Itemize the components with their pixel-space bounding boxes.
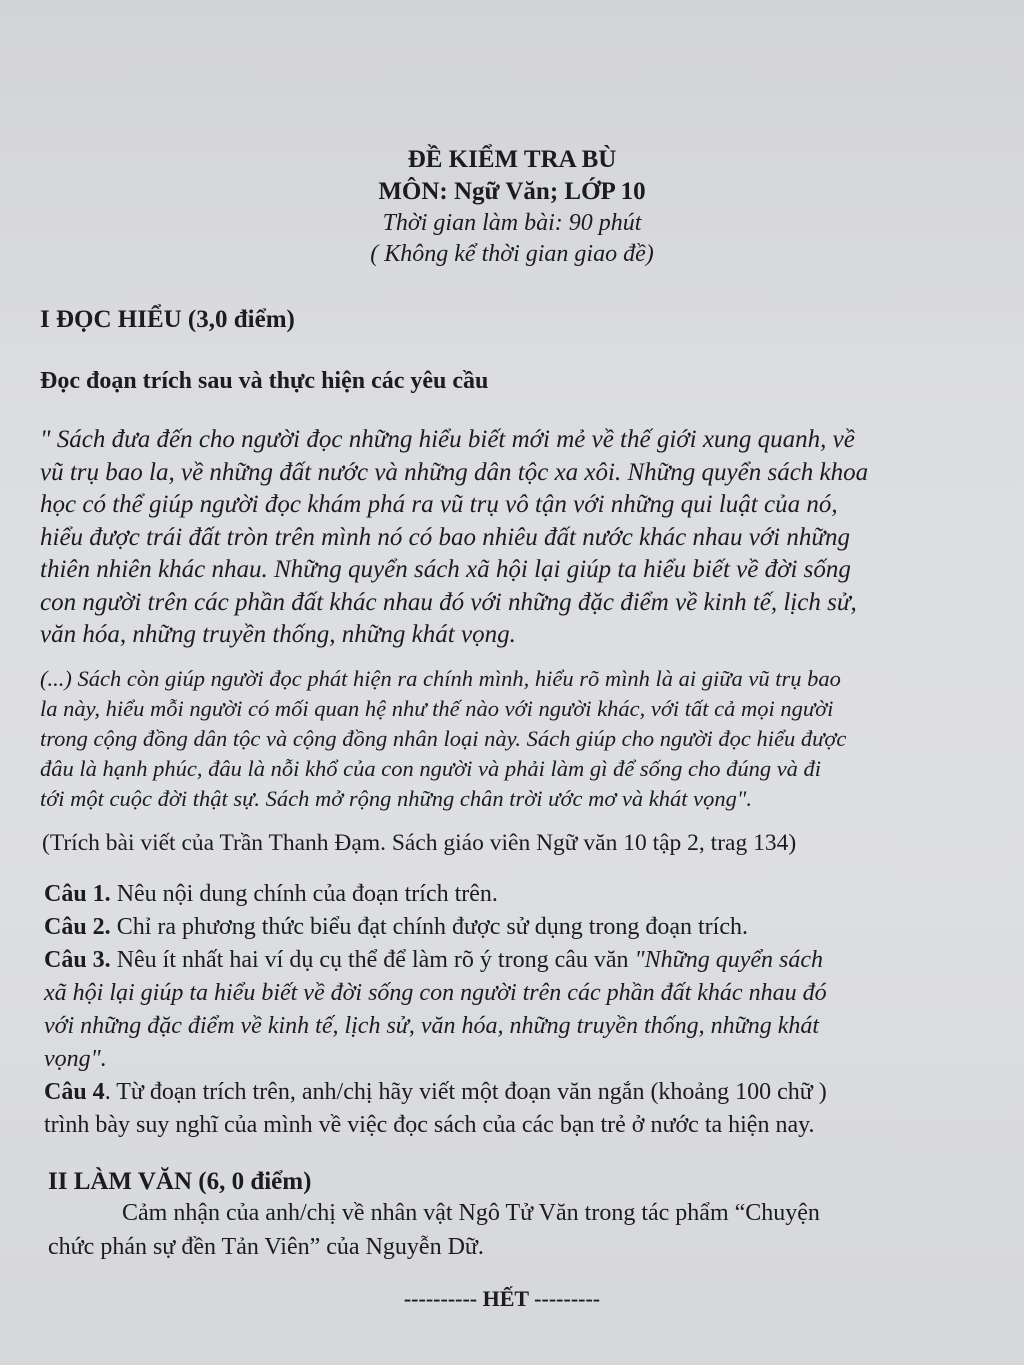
- passage-paragraph-2: [40, 664, 970, 814]
- essay-prompt-line: Cảm nhận của anh/chị về nhân vật Ngô Tử Văn trong tác phẩm “Chuyện: [122, 1200, 820, 1226]
- passage-line: đâu là hạnh phúc, đâu là nỗi khổ của con người và phải làm gì để sống cho đúng và đi: [40, 756, 822, 781]
- passage-line: la này, hiểu mỗi người có mối quan hệ như thế nào với người khác, với tất cả mọi người: [40, 696, 834, 721]
- passage-line: tới một cuộc đời thật sự. Sách mở rộng những chân trời ước mơ và khát vọng".: [40, 786, 752, 811]
- exam-title: ĐỀ KIỂM TRA BÙ: [407, 146, 617, 173]
- question-text: Nêu ít nhất hai ví dụ cụ thể để làm rõ ý trong câu văn: [110, 947, 635, 973]
- essay-prompt-line: chức phán sự đền Tản Viên” của Nguyễn Dữ.: [48, 1234, 484, 1260]
- question-3: [44, 944, 964, 977]
- question-label: Câu 2.: [44, 914, 111, 940]
- passage-line: trong cộng đồng dân tộc và cộng đồng nhân loại này. Sách giúp cho người đọc hiểu được: [40, 726, 847, 751]
- question-quote: với những đặc điểm về kinh tế, lịch sử, văn hóa, những truyền thống, những khát: [44, 1013, 820, 1039]
- exam-subject: MÔN: Ngữ Văn; LỚP 10: [378, 178, 646, 205]
- exam-note: ( Không kể thời gian giao đề): [370, 241, 654, 267]
- passage-line: thiên nhiên khác nhau. Những quyển sách xã hội lại giúp ta hiểu biết về đời sống: [40, 556, 851, 583]
- reading-instruction: Đọc đoạn trích sau và thực hiện các yêu cầu: [40, 368, 489, 394]
- question-label: Câu 1.: [44, 881, 111, 907]
- question-quote: vọng".: [44, 1046, 107, 1072]
- question-1: [44, 878, 964, 911]
- passage-line: vũ trụ bao la, về những đất nước và những dân tộc xa xôi. Những quyển sách khoa: [40, 458, 869, 486]
- exam-time: Thời gian làm bài: 90 phút: [382, 210, 642, 236]
- passage-source: (Trích bài viết của Trần Thanh Đạm. Sách giáo viên Ngữ văn 10 tập 2, trag 134): [42, 830, 797, 856]
- passage-line: con người trên các phần đất khác nhau đó với những đặc điểm về kinh tế, lịch sử,: [40, 588, 857, 616]
- section-writing-heading: II LÀM VĂN (6, 0 điểm): [48, 1168, 312, 1195]
- end-marker: ---------- HẾT ---------: [403, 1286, 601, 1311]
- question-text: Nêu nội dung chính của đoạn trích trên.: [110, 881, 498, 907]
- section-reading-heading: I ĐỌC HIỂU (3,0 điểm): [40, 306, 295, 333]
- question-label: Câu 4: [44, 1079, 105, 1105]
- question-quote: xã hội lại giúp ta hiểu biết về đời sống con người trên các phần đất khác nhau đó: [44, 980, 827, 1006]
- question-text: . Từ đoạn trích trên, anh/chị hãy viết một đoạn văn ngắn (khoảng 100 chữ ): [104, 1079, 827, 1105]
- passage-paragraph-1: [40, 424, 970, 652]
- question-quote: "Những quyển sách: [634, 947, 824, 973]
- question-text: Chỉ ra phương thức biểu đạt chính được sử dụng trong đoạn trích.: [110, 914, 748, 940]
- passage-line: (...) Sách còn giúp người đọc phát hiện ra chính mình, hiểu rõ mình là ai giữa vũ trụ bao: [40, 666, 841, 691]
- passage-line: văn hóa, những truyền thống, những khát vọng.: [40, 621, 516, 648]
- essay-prompt: [48, 1196, 948, 1264]
- question-2: [44, 911, 964, 944]
- passage-line: học có thể giúp người đọc khám phá ra vũ trụ vô tận với những qui luật của nó,: [40, 491, 838, 518]
- passage-line: " Sách đưa đến cho người đọc những hiểu biết mới mẻ về thế giới xung quanh, về: [40, 426, 855, 453]
- question-label: Câu 3.: [44, 947, 111, 973]
- question-list: [44, 878, 964, 1142]
- question-text: trình bày suy nghĩ của mình về việc đọc sách của các bạn trẻ ở nước ta hiện nay.: [44, 1112, 815, 1138]
- passage-line: hiểu được trái đất tròn trên mình nó có bao nhiêu đất nước khác nhau với những: [40, 523, 850, 551]
- question-4: [44, 1076, 964, 1109]
